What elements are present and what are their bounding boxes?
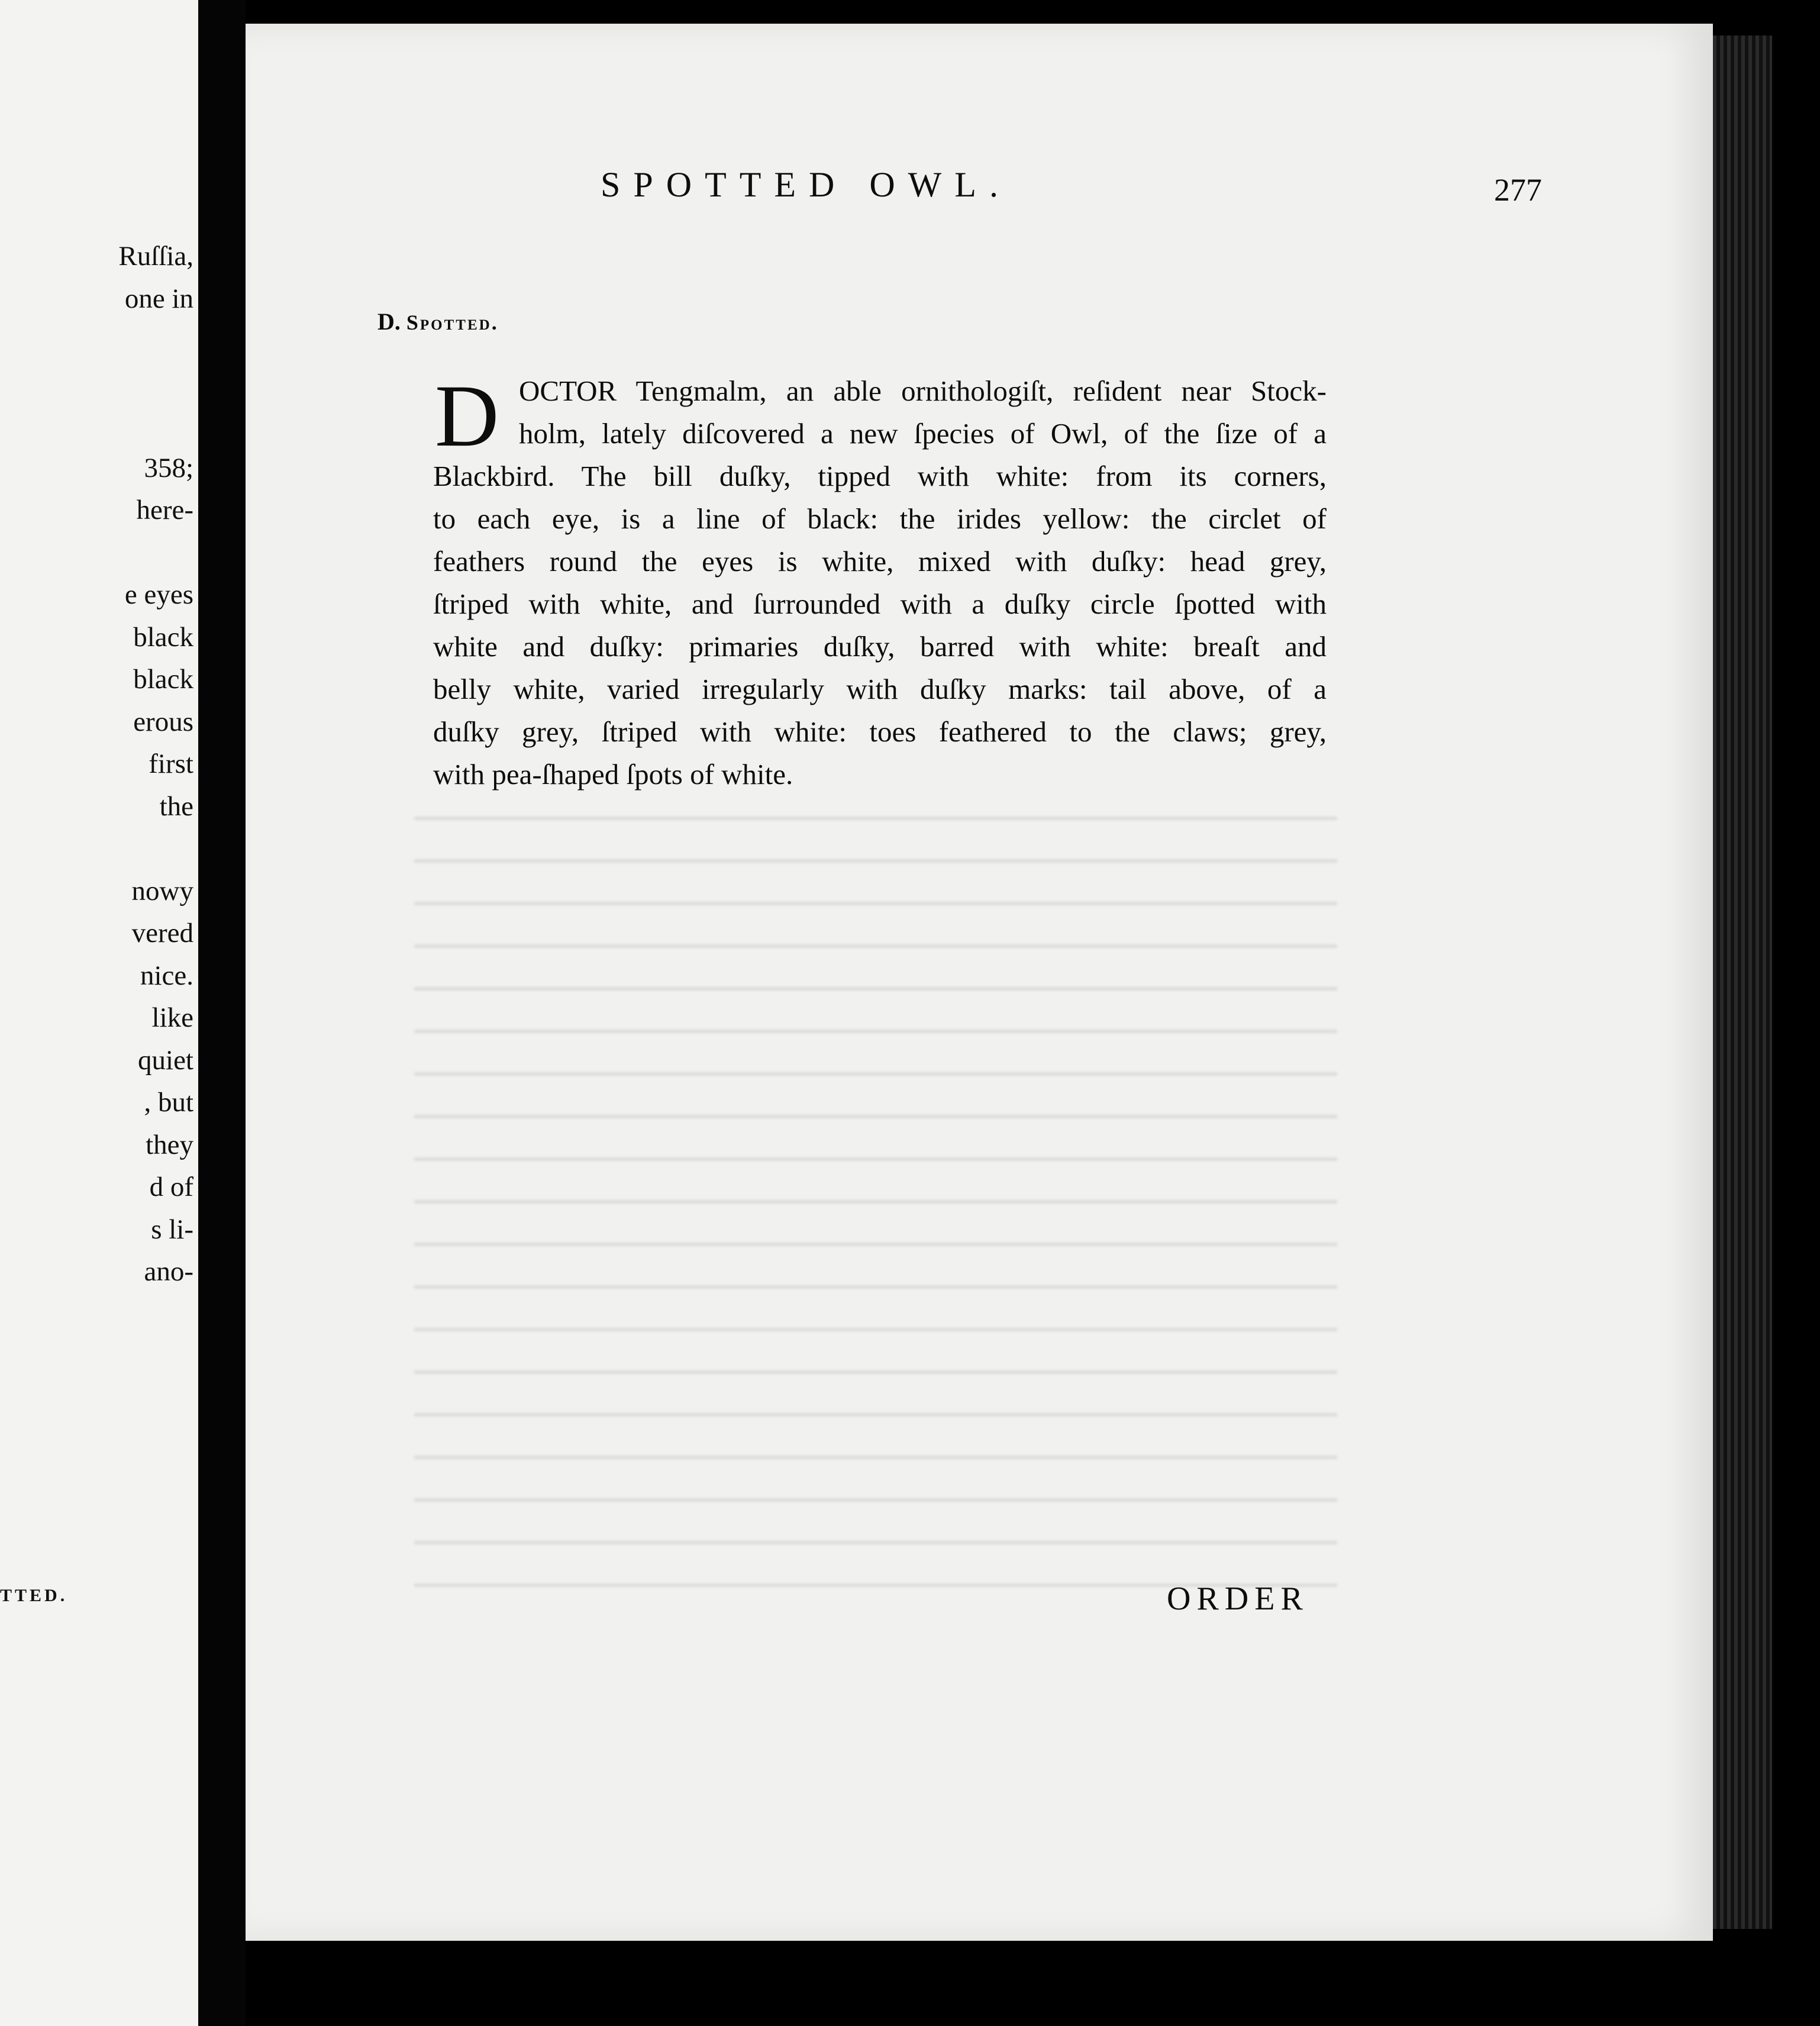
edge-line: black (133, 664, 193, 695)
edge-line: vered (131, 918, 193, 949)
edge-line: one in (124, 283, 193, 314)
edge-line: ano- (144, 1256, 193, 1287)
edge-line (16, 320, 193, 363)
edge-line: they (146, 1129, 193, 1160)
edge-line: nice. (140, 960, 193, 991)
page-number: 277 (1494, 172, 1542, 208)
section-name: Spotted. (406, 311, 499, 334)
edge-line: nowy (131, 875, 193, 906)
body-line: to each eye, is a line of black: the irides yellow: the circlet of (433, 502, 1327, 535)
edge-line: Ruſſia, (118, 241, 193, 272)
drop-cap: D (435, 367, 499, 465)
previous-page-text-edge (16, 235, 193, 1293)
edge-line: quiet (138, 1044, 193, 1076)
body-line: white and duſky: primaries duſky, barred with white: breaſt and (433, 630, 1327, 663)
edge-line: e eyes (124, 579, 193, 610)
book-gutter (198, 0, 246, 2026)
page-edges (1713, 36, 1772, 1929)
edge-line: d of (149, 1172, 193, 1202)
edge-line: the (159, 791, 193, 822)
scan-border-bottom (246, 1941, 1820, 2026)
catchword: ORDER (1167, 1580, 1309, 1617)
running-title: SPOTTED OWL. (601, 165, 1011, 204)
body-line: Blackbird. The bill duſky, tipped with white: from its corners, (433, 460, 1327, 492)
section-heading (377, 308, 499, 335)
edge-line (16, 532, 193, 575)
show-through-text (414, 793, 1337, 1598)
edge-line: , but (144, 1087, 193, 1118)
previous-page-caption: TTED. (0, 1586, 68, 1605)
edge-line (16, 363, 193, 405)
edge-line: 358; (144, 452, 193, 483)
body-line: ſtriped with white, and ſurrounded with a duſky circle ſpotted with (433, 588, 1327, 620)
scan-border-right (1772, 0, 1820, 2026)
edge-line: here- (136, 495, 193, 525)
edge-line: black (133, 621, 193, 653)
body-line: OCTOR Tengmalm, an able ornithologiſt, reſident near Stock- (519, 375, 1327, 407)
edge-line (16, 405, 193, 447)
edge-line: first (149, 749, 193, 779)
body-paragraph (433, 367, 1327, 796)
body-line: duſky grey, ſtriped with white: toes feathered to the claws; grey, (433, 715, 1327, 748)
body-line: belly white, varied irregularly with duſky marks: tail above, of a (433, 673, 1327, 705)
previous-page-fragment (0, 0, 198, 2026)
body-line: feathers round the eyes is white, mixed with duſky: head grey, (433, 545, 1327, 578)
section-letter: D. (377, 308, 401, 335)
edge-line (16, 828, 193, 870)
edge-line: erous (133, 706, 193, 737)
body-line: holm, lately diſcovered a new ſpecies of Owl, of the ſize of a (519, 417, 1327, 450)
edge-line: s li- (151, 1214, 193, 1245)
edge-line: like (151, 1002, 193, 1033)
body-line: with pea-ſhaped ſpots of white. (433, 758, 793, 791)
